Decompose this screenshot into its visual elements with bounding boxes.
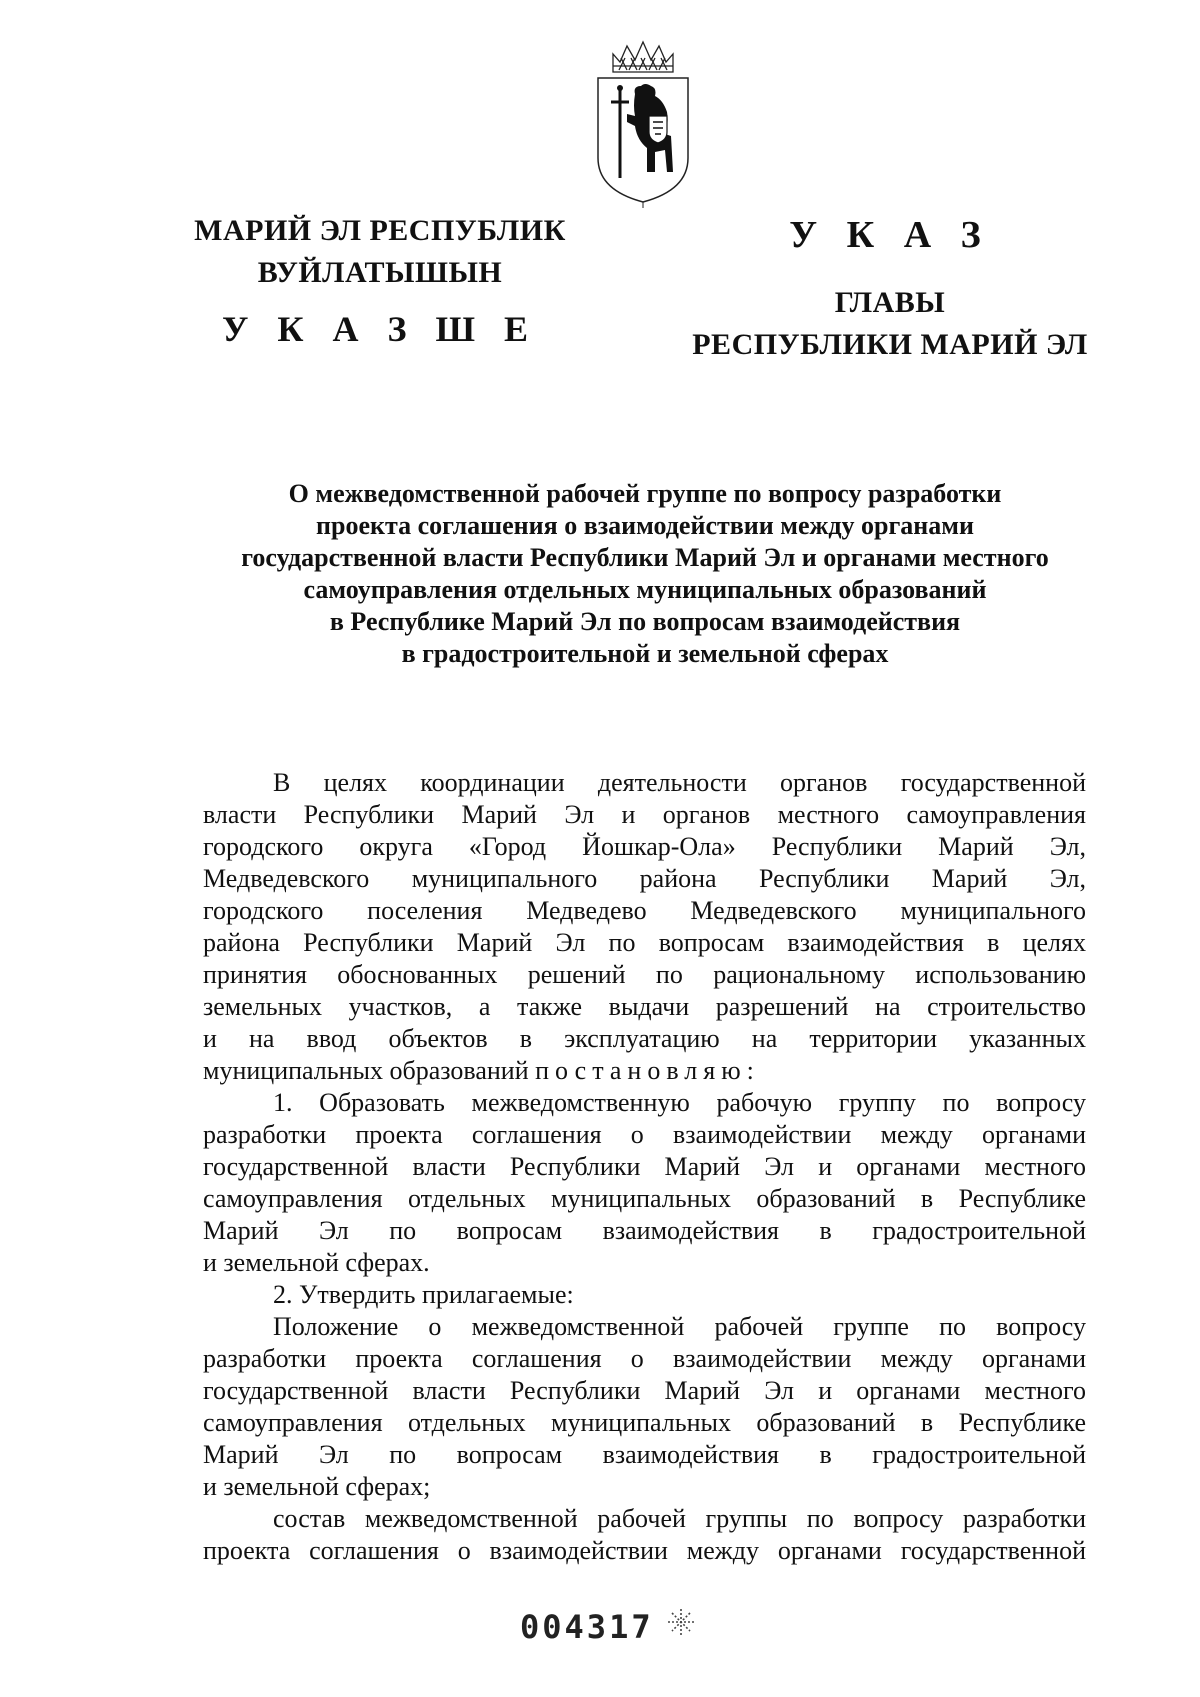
body-line: проекта соглашения о взаимодействии между органами государственной bbox=[203, 1536, 1086, 1565]
header-right bbox=[670, 210, 1110, 366]
body-line: состав межведомственной рабочей группы по вопросу разработки bbox=[273, 1504, 1086, 1533]
body-line bbox=[203, 1055, 1086, 1087]
header-left-line1: МАРИЙ ЭЛ РЕСПУБЛИК bbox=[194, 214, 566, 247]
body-line: самоуправления отдельных муниципальных образований в Республике bbox=[203, 1184, 1086, 1213]
body-line: власти Республики Марий Эл и органов местного самоуправления bbox=[203, 800, 1086, 829]
body-line: В целях координации деятельности органов государственной bbox=[273, 768, 1086, 797]
asterisk-icon bbox=[665, 1606, 697, 1638]
body-line: 2. Утвердить прилагаемые: bbox=[273, 1280, 574, 1309]
coat-of-arms-icon bbox=[593, 40, 693, 210]
title-line: проекта соглашения о взаимодействии между органами bbox=[316, 511, 974, 540]
body-line: земельных участков, а также выдачи разрешений на строительство bbox=[203, 992, 1086, 1021]
document-body bbox=[203, 767, 1086, 1567]
body-text: муниципальных образований bbox=[203, 1056, 536, 1085]
document-number: 004317 bbox=[520, 1608, 654, 1646]
body-line: принятия обоснованных решений по рациональному использованию bbox=[203, 960, 1086, 989]
header-left-title: У К А З Ш Е bbox=[221, 309, 539, 349]
body-line: и земельной сферах. bbox=[203, 1248, 430, 1277]
body-line: Медведевского муниципального района Республики Марий Эл, bbox=[203, 864, 1086, 893]
decree-keyword: постановляю: bbox=[535, 1056, 760, 1085]
body-line: Марий Эл по вопросам взаимодействия в градостроительной bbox=[203, 1440, 1086, 1469]
body-line: городского округа «Город Йошкар-Ола» Республики Марий Эл, bbox=[203, 832, 1086, 861]
body-line: района Республики Марий Эл по вопросам взаимодействия в целях bbox=[203, 928, 1086, 957]
body-line: самоуправления отдельных муниципальных образований в Республике bbox=[203, 1408, 1086, 1437]
body-line: городского поселения Медведево Медведевского муниципального bbox=[203, 896, 1086, 925]
body-line: разработки проекта соглашения о взаимодействии между органами bbox=[203, 1120, 1086, 1149]
title-line: в Республике Марий Эл по вопросам взаимодействия bbox=[329, 607, 961, 636]
body-line: разработки проекта соглашения о взаимодействии между органами bbox=[203, 1344, 1086, 1373]
body-line: Марий Эл по вопросам взаимодействия в градостроительной bbox=[203, 1216, 1086, 1245]
header-right-title: У К А З bbox=[789, 214, 991, 256]
header-right-line2: РЕСПУБЛИКИ МАРИЙ ЭЛ bbox=[692, 328, 1088, 361]
body-line: и земельной сферах; bbox=[203, 1472, 431, 1501]
header-left bbox=[185, 210, 575, 350]
header-left-line2: ВУЙЛАТЫШЫН bbox=[257, 256, 503, 289]
document-title bbox=[200, 478, 1090, 670]
title-line: О межведомственной рабочей группе по вопросу разработки bbox=[288, 479, 1002, 508]
body-line: государственной власти Республики Марий Эл и органами местного bbox=[203, 1152, 1086, 1181]
title-line: в градостроительной и земельной сферах bbox=[401, 639, 889, 668]
body-line: Положение о межведомственной рабочей группе по вопросу bbox=[273, 1312, 1086, 1341]
title-line: самоуправления отдельных муниципальных образований bbox=[303, 575, 987, 604]
header-right-line1: ГЛАВЫ bbox=[834, 286, 946, 319]
title-line: государственной власти Республики Марий Эл и органами местного bbox=[241, 543, 1049, 572]
body-line: государственной власти Республики Марий Эл и органами местного bbox=[203, 1376, 1086, 1405]
body-line: 1. Образовать межведомственную рабочую группу по вопросу bbox=[273, 1088, 1086, 1117]
body-line: и на ввод объектов в эксплуатацию на территории указанных bbox=[203, 1024, 1086, 1053]
